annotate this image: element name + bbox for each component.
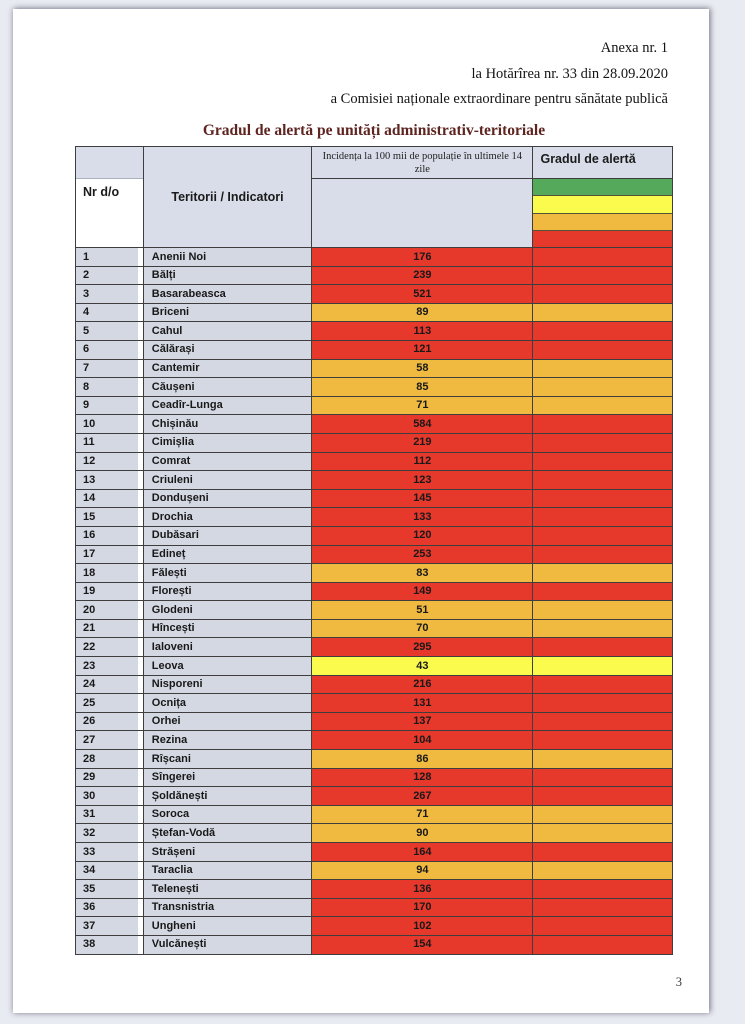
annex-header <box>331 36 668 113</box>
row-alert <box>533 731 672 749</box>
row-alert <box>533 360 672 378</box>
row-number: 16 <box>76 527 144 545</box>
document-title: Gradul de alertă pe unități administrativ-teritoriale <box>202 122 546 139</box>
row-territory: Fălești <box>144 564 312 582</box>
row-territory: Ceadîr-Lunga <box>144 397 312 415</box>
row-incidence: 112 <box>312 453 533 471</box>
row-alert <box>533 824 672 842</box>
row-territory: Dondușeni <box>144 490 312 508</box>
row-number: 13 <box>76 471 144 489</box>
row-territory: Leova <box>144 657 312 675</box>
row-number: 11 <box>76 434 144 452</box>
row-number: 23 <box>76 657 144 675</box>
row-alert <box>533 415 672 433</box>
row-alert <box>533 397 672 415</box>
row-alert <box>533 285 672 303</box>
row-number: 21 <box>76 620 144 638</box>
row-alert <box>533 322 672 340</box>
row-alert <box>533 657 672 675</box>
annex-line-3: a Comisiei naționale extraordinare pentru sănătate publică <box>330 91 668 107</box>
row-territory: Hîncești <box>144 620 312 638</box>
row-alert <box>533 564 672 582</box>
row-number: 4 <box>76 304 144 322</box>
row-territory: Sîngerei <box>144 769 312 787</box>
table-row <box>76 359 672 378</box>
row-territory: Soroca <box>144 806 312 824</box>
row-alert <box>533 378 672 396</box>
row-incidence: 149 <box>312 583 533 601</box>
row-incidence: 86 <box>312 750 533 768</box>
row-territory: Basarabeasca <box>144 285 312 303</box>
header-nr-label: Nr d/o <box>76 179 143 247</box>
row-incidence: 267 <box>312 787 533 805</box>
annex-line-1: Anexa nr. 1 <box>600 40 668 56</box>
row-number: 37 <box>76 917 144 935</box>
header-territory-label: Teritorii / Indicatori <box>144 147 311 247</box>
header-col-incidence <box>312 147 533 247</box>
legend-band-orange <box>533 213 672 230</box>
row-incidence: 137 <box>312 713 533 731</box>
row-alert <box>533 713 672 731</box>
row-territory: Anenii Noi <box>144 248 312 266</box>
row-number: 9 <box>76 397 144 415</box>
table-row <box>76 730 672 749</box>
row-alert <box>533 620 672 638</box>
table-row <box>76 247 672 266</box>
table-body <box>76 247 672 954</box>
row-incidence: 85 <box>312 378 533 396</box>
row-number: 30 <box>76 787 144 805</box>
row-number: 36 <box>76 899 144 917</box>
row-alert <box>533 750 672 768</box>
row-territory: Ștefan-Vodă <box>144 824 312 842</box>
row-territory: Briceni <box>144 304 312 322</box>
row-territory: Transnistria <box>144 899 312 917</box>
table-row <box>76 507 672 526</box>
alert-legend-bands <box>533 179 672 247</box>
row-territory: Cimișlia <box>144 434 312 452</box>
row-incidence: 70 <box>312 620 533 638</box>
row-incidence: 216 <box>312 676 533 694</box>
row-alert <box>533 527 672 545</box>
row-alert <box>533 453 672 471</box>
row-incidence: 51 <box>312 601 533 619</box>
row-number: 18 <box>76 564 144 582</box>
row-number: 29 <box>76 769 144 787</box>
table-row <box>76 470 672 489</box>
page-number: 3 <box>675 975 682 989</box>
table-row <box>76 303 672 322</box>
table-row <box>76 768 672 787</box>
row-incidence: 239 <box>312 267 533 285</box>
row-territory: Telenești <box>144 880 312 898</box>
row-alert <box>533 471 672 489</box>
row-incidence: 133 <box>312 508 533 526</box>
alert-table <box>75 146 673 955</box>
table-row <box>76 656 672 675</box>
table-row <box>76 414 672 433</box>
annex-line-2: la Hotărîrea nr. 33 din 28.09.2020 <box>471 65 668 82</box>
row-territory: Nisporeni <box>144 676 312 694</box>
row-incidence: 154 <box>312 936 533 954</box>
row-territory: Drochia <box>144 508 312 526</box>
row-territory: Orhei <box>144 713 312 731</box>
row-number: 20 <box>76 601 144 619</box>
row-territory: Comrat <box>144 453 312 471</box>
row-incidence: 145 <box>312 490 533 508</box>
table-row <box>76 340 672 359</box>
row-incidence: 131 <box>312 694 533 712</box>
row-territory: Ialoveni <box>144 638 312 656</box>
row-alert <box>533 843 672 861</box>
table-row <box>76 600 672 619</box>
row-alert <box>533 880 672 898</box>
table-row <box>76 321 672 340</box>
row-territory: Florești <box>144 583 312 601</box>
table-row <box>76 786 672 805</box>
row-number: 32 <box>76 824 144 842</box>
row-incidence: 120 <box>312 527 533 545</box>
row-territory: Taraclia <box>144 862 312 880</box>
table-header <box>76 147 672 247</box>
row-number: 3 <box>76 285 144 303</box>
header-col-nr <box>76 147 144 247</box>
row-territory: Chișinău <box>144 415 312 433</box>
header-incidence-empty-cell <box>312 179 532 247</box>
row-number: 8 <box>76 378 144 396</box>
row-alert <box>533 936 672 954</box>
row-number: 14 <box>76 490 144 508</box>
header-blank-cell <box>76 147 143 179</box>
row-territory: Căușeni <box>144 378 312 396</box>
table-row <box>76 433 672 452</box>
row-number: 22 <box>76 638 144 656</box>
row-number: 1 <box>76 248 144 266</box>
row-number: 31 <box>76 806 144 824</box>
row-territory: Rîșcani <box>144 750 312 768</box>
row-alert <box>533 546 672 564</box>
row-territory: Bălți <box>144 267 312 285</box>
row-alert <box>533 694 672 712</box>
row-alert <box>533 490 672 508</box>
row-number: 5 <box>76 322 144 340</box>
table-row <box>76 284 672 303</box>
row-territory: Criuleni <box>144 471 312 489</box>
row-incidence: 176 <box>312 248 533 266</box>
row-incidence: 102 <box>312 917 533 935</box>
row-incidence: 219 <box>312 434 533 452</box>
row-alert <box>533 787 672 805</box>
row-alert <box>533 862 672 880</box>
row-incidence: 113 <box>312 322 533 340</box>
row-alert <box>533 248 672 266</box>
table-row <box>76 675 672 694</box>
table-row <box>76 619 672 638</box>
row-incidence: 43 <box>312 657 533 675</box>
row-alert <box>533 304 672 322</box>
row-incidence: 121 <box>312 341 533 359</box>
row-number: 7 <box>76 360 144 378</box>
row-territory: Călărași <box>144 341 312 359</box>
row-incidence: 123 <box>312 471 533 489</box>
row-number: 15 <box>76 508 144 526</box>
table-row <box>76 712 672 731</box>
row-incidence: 90 <box>312 824 533 842</box>
row-alert <box>533 899 672 917</box>
legend-band-green <box>533 179 672 195</box>
row-territory: Rezina <box>144 731 312 749</box>
row-alert <box>533 434 672 452</box>
row-territory: Cantemir <box>144 360 312 378</box>
row-incidence: 136 <box>312 880 533 898</box>
row-incidence: 164 <box>312 843 533 861</box>
row-territory: Cahul <box>144 322 312 340</box>
row-territory: Edineț <box>144 546 312 564</box>
legend-band-yellow <box>533 195 672 212</box>
row-territory: Vulcănești <box>144 936 312 954</box>
row-number: 19 <box>76 583 144 601</box>
table-row <box>76 637 672 656</box>
row-incidence: 104 <box>312 731 533 749</box>
row-territory: Ungheni <box>144 917 312 935</box>
row-alert <box>533 676 672 694</box>
row-alert <box>533 638 672 656</box>
legend-band-red <box>533 230 672 247</box>
row-incidence: 89 <box>312 304 533 322</box>
row-territory: Șoldănești <box>144 787 312 805</box>
row-territory: Dubăsari <box>144 527 312 545</box>
document-page <box>13 9 709 1013</box>
row-alert <box>533 917 672 935</box>
row-number: 38 <box>76 936 144 954</box>
header-col-territory <box>144 147 312 247</box>
table-row <box>76 898 672 917</box>
row-number: 35 <box>76 880 144 898</box>
row-number: 27 <box>76 731 144 749</box>
table-row <box>76 489 672 508</box>
row-number: 28 <box>76 750 144 768</box>
row-incidence: 521 <box>312 285 533 303</box>
row-incidence: 295 <box>312 638 533 656</box>
row-alert <box>533 583 672 601</box>
table-row <box>76 935 672 954</box>
row-territory: Glodeni <box>144 601 312 619</box>
row-alert <box>533 341 672 359</box>
row-number: 33 <box>76 843 144 861</box>
row-number: 10 <box>76 415 144 433</box>
row-territory: Ocnița <box>144 694 312 712</box>
table-row <box>76 916 672 935</box>
table-row <box>76 861 672 880</box>
table-row <box>76 396 672 415</box>
row-number: 25 <box>76 694 144 712</box>
table-row <box>76 452 672 471</box>
table-row <box>76 377 672 396</box>
row-alert <box>533 508 672 526</box>
row-number: 12 <box>76 453 144 471</box>
row-incidence: 58 <box>312 360 533 378</box>
row-number: 24 <box>76 676 144 694</box>
table-row <box>76 842 672 861</box>
row-alert <box>533 601 672 619</box>
row-number: 17 <box>76 546 144 564</box>
table-row <box>76 582 672 601</box>
row-territory: Strășeni <box>144 843 312 861</box>
row-incidence: 94 <box>312 862 533 880</box>
row-number: 34 <box>76 862 144 880</box>
row-incidence: 584 <box>312 415 533 433</box>
row-incidence: 128 <box>312 769 533 787</box>
table-row <box>76 879 672 898</box>
row-alert <box>533 267 672 285</box>
row-incidence: 71 <box>312 397 533 415</box>
table-row <box>76 266 672 285</box>
row-incidence: 253 <box>312 546 533 564</box>
table-row <box>76 823 672 842</box>
header-incidence-label: Incidența la 100 mii de populație în ultimele 14 zile <box>312 147 532 179</box>
table-row <box>76 693 672 712</box>
table-row <box>76 749 672 768</box>
row-alert <box>533 806 672 824</box>
table-row <box>76 526 672 545</box>
row-alert <box>533 769 672 787</box>
table-row <box>76 805 672 824</box>
header-col-alert <box>533 147 672 247</box>
header-alert-label: Gradul de alertă <box>533 147 672 179</box>
row-number: 26 <box>76 713 144 731</box>
row-incidence: 170 <box>312 899 533 917</box>
row-incidence: 83 <box>312 564 533 582</box>
row-number: 2 <box>76 267 144 285</box>
row-number: 6 <box>76 341 144 359</box>
table-row <box>76 545 672 564</box>
table-row <box>76 563 672 582</box>
row-incidence: 71 <box>312 806 533 824</box>
